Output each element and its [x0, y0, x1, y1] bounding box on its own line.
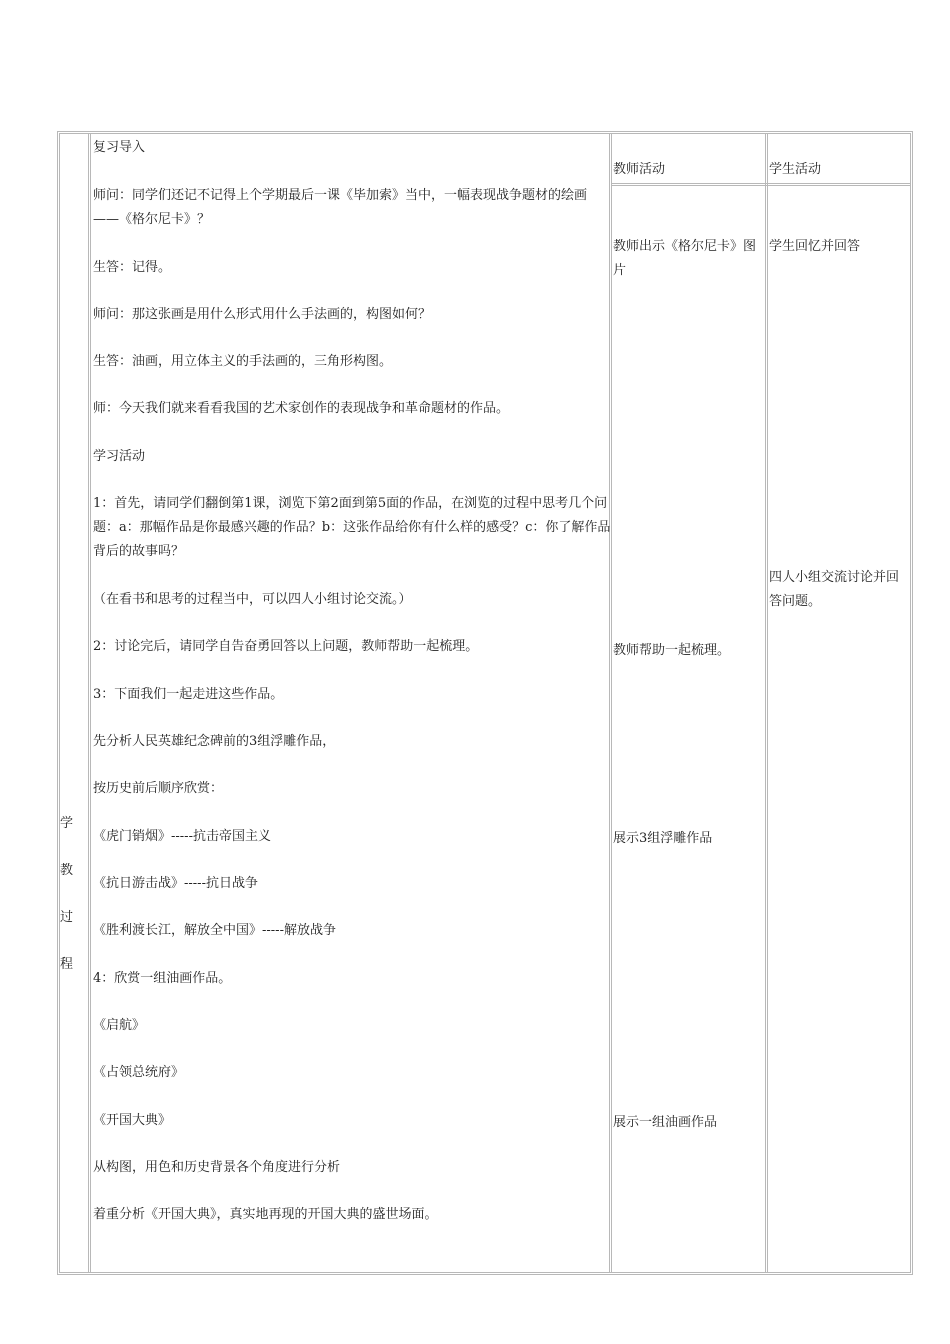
- content-line: 生答：记得。: [93, 260, 172, 275]
- content-line: 《虎门销烟》-----抗击帝国主义: [93, 829, 271, 844]
- content-line: 师问：那这张画是用什么形式用什么手法画的，构图如何？: [93, 307, 432, 322]
- side-char: 过: [60, 910, 74, 925]
- content-line: 3：下面我们一起走进这些作品。: [93, 687, 284, 702]
- content-line: 1：首先，请同学们翻倒第1课，浏览下第2面到第5面的作品，在浏览的过程中思考几个问题：a：那幅作品是你最感兴趣的作品？b：这张作品给你有什么样的感受？c：你了解作品背后的故事吗？: [93, 496, 611, 559]
- side-char: 教: [60, 863, 74, 878]
- content-line: 按历史前后顺序欣赏：: [93, 781, 224, 796]
- content-line: 2：讨论完后，请同学自告奋勇回答以上问题，教师帮助一起梳理。: [93, 639, 479, 654]
- student-column-header: 学生活动: [769, 162, 822, 177]
- content-line: 师问：同学们还记不记得上个学期最后一课《毕加索》当中，一幅表现战争题材的绘画——《格尔尼卡》？: [93, 188, 588, 227]
- section-heading-activity: 学习活动: [93, 449, 146, 464]
- student-line: 学生回忆并回答: [769, 239, 861, 254]
- content-line: 师：今天我们就来看看我国的艺术家创作的表现战争和革命题材的作品。: [93, 401, 510, 416]
- teacher-column-header: 教师活动: [613, 162, 666, 177]
- content-line: 《胜利渡长江，解放全中国》-----解放战争: [93, 923, 336, 938]
- teacher-line: 展示3组浮雕作品: [613, 831, 713, 846]
- content-line: 先分析人民英雄纪念碑前的3组浮雕作品，: [93, 734, 336, 749]
- column-divider: [88, 134, 91, 1272]
- side-char: 程: [60, 957, 74, 972]
- content-line: 4：欣赏一组油画作品。: [93, 971, 232, 986]
- section-heading-review: 复习导入: [93, 140, 146, 155]
- content-line: 从构图，用色和历史背景各个角度进行分析: [93, 1160, 341, 1175]
- teacher-line: 教师出示《格尔尼卡》图片: [613, 239, 757, 278]
- header-divider: [611, 183, 911, 186]
- content-line: 《启航》: [93, 1018, 146, 1033]
- content-line: 《占领总统府》: [93, 1065, 185, 1080]
- column-divider: [609, 134, 612, 1272]
- student-line: 四人小组交流讨论并回答问题。: [769, 570, 900, 609]
- teacher-line: 展示一组油画作品: [613, 1115, 718, 1130]
- side-char: 学: [60, 816, 74, 831]
- side-label: [60, 800, 74, 988]
- teacher-line: 教师帮助一起梳理。: [613, 643, 731, 658]
- content-line: 着重分析《开国大典》，真实地再现的开国大典的盛世场面。: [93, 1207, 438, 1222]
- content-line: 生答：油画，用立体主义的手法画的，三角形构图。: [93, 354, 393, 369]
- content-line: 《开国大典》: [93, 1113, 172, 1128]
- column-divider: [765, 134, 768, 1272]
- content-line: （在看书和思考的过程当中，可以四人小组讨论交流。）: [93, 592, 412, 607]
- content-line: 《抗日游击战》-----抗日战争: [93, 876, 258, 891]
